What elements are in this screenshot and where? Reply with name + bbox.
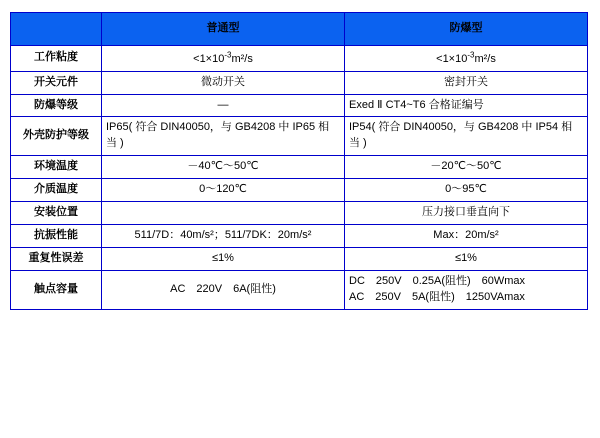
table-head <box>11 13 588 46</box>
row-label-vibration-resistance: 抗振性能 <box>11 225 102 248</box>
row-label-enclosure-protection: 外壳防护等级 <box>11 117 102 156</box>
cell-ambient-temperature-ex: －20℃～50℃ <box>345 156 588 179</box>
table-row <box>11 94 588 117</box>
cell-mounting-position-ex: 压力接口垂直向下 <box>345 202 588 225</box>
value-tail: m²/s <box>474 52 496 65</box>
contact-capacity-ac-line: AC 250V 5A(阻性) 1250VAmax <box>349 290 525 303</box>
cell-repeatability-error-normal: ≤1% <box>102 248 345 271</box>
table-row <box>11 71 588 94</box>
row-label-working-viscosity: 工作粘度 <box>11 46 102 72</box>
table-row <box>11 179 588 202</box>
row-label-switch-element: 开关元件 <box>11 71 102 94</box>
table-row <box>11 225 588 248</box>
cell-explosion-proof-grade-normal: — <box>102 94 345 117</box>
table-row <box>11 248 588 271</box>
cell-repeatability-error-ex: ≤1% <box>345 248 588 271</box>
value-text: <1×10 <box>193 52 225 65</box>
row-label-ambient-temperature: 环境温度 <box>11 156 102 179</box>
table-row <box>11 156 588 179</box>
cell-mounting-position-normal <box>102 202 345 225</box>
table-row <box>11 271 588 310</box>
table-row <box>11 46 588 72</box>
value-sup: -3 <box>467 50 475 59</box>
cell-contact-capacity-normal: AC 220V 6A(阻性) <box>102 271 345 310</box>
table-header-normal-type: 普通型 <box>102 13 345 46</box>
cell-ambient-temperature-normal: －40℃～50℃ <box>102 156 345 179</box>
cell-enclosure-protection-normal: IP65( 符合 DIN40050，与 GB4208 中 IP65 相当 ) <box>102 117 345 156</box>
row-label-contact-capacity: 触点容量 <box>11 271 102 310</box>
table-row <box>11 202 588 225</box>
cell-medium-temperature-ex: 0～95℃ <box>345 179 588 202</box>
table-body <box>11 46 588 310</box>
row-label-repeatability-error: 重复性误差 <box>11 248 102 271</box>
cell-enclosure-protection-ex: IP54( 符合 DIN40050，与 GB4208 中 IP54 相当 ) <box>345 117 588 156</box>
cell-working-viscosity-ex <box>345 46 588 72</box>
value-tail: m²/s <box>231 52 253 65</box>
cell-vibration-resistance-normal: 511/7D：40m/s²；511/7DK：20m/s² <box>102 225 345 248</box>
row-label-medium-temperature: 介质温度 <box>11 179 102 202</box>
cell-working-viscosity-normal <box>102 46 345 72</box>
contact-capacity-dc-line: DC 250V 0.25A(阻性) 60Wmax <box>349 275 526 288</box>
table-header-corner <box>11 13 102 46</box>
cell-medium-temperature-normal: 0～120℃ <box>102 179 345 202</box>
value-sup: -3 <box>224 50 232 59</box>
specification-table <box>10 12 588 310</box>
row-label-mounting-position: 安装位置 <box>11 202 102 225</box>
table-row <box>11 117 588 156</box>
table-header-row <box>11 13 588 46</box>
value-text: <1×10 <box>436 52 468 65</box>
table-header-explosion-proof-type: 防爆型 <box>345 13 588 46</box>
cell-switch-element-normal: 微动开关 <box>102 71 345 94</box>
cell-contact-capacity-ex <box>345 271 588 310</box>
cell-switch-element-ex: 密封开关 <box>345 71 588 94</box>
cell-vibration-resistance-ex: Max：20m/s² <box>345 225 588 248</box>
row-label-explosion-proof-grade: 防爆等级 <box>11 94 102 117</box>
cell-explosion-proof-grade-ex: Exed Ⅱ CT4~T6 合格证编号 <box>345 94 588 117</box>
